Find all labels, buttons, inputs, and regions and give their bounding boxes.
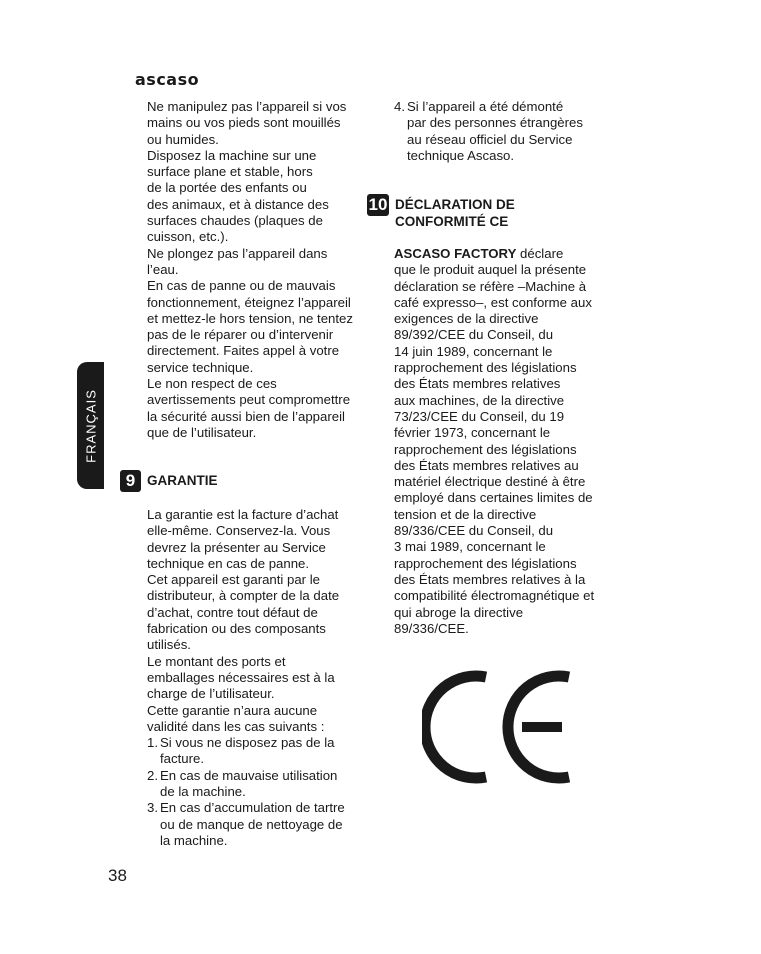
section-10-title-line: DÉCLARATION DE [395,197,515,212]
text-line: Ne manipulez pas l’appareil si vos [147,99,347,114]
list-number: 1. [147,735,158,751]
list-number: 4. [394,99,405,114]
language-tab-label: FRANÇAIS [83,388,98,463]
text-line: elle-même. Conservez-la. Vous [147,523,331,539]
text-fragment: déclare [516,246,564,261]
section-10-number: 10 [367,194,389,216]
text-line: Le non respect de ces [147,376,277,392]
text-line: charge de l’utilisateur. [147,686,275,702]
text-line: et mettez-le hors tension, ne tentez [147,310,353,326]
section-10-heading [367,194,515,230]
text-line: mains ou vos pieds sont mouillés [147,115,341,131]
text-line: surfaces chaudes (plaques de [147,213,323,229]
text-line: que le produit auquel la présente [394,262,587,278]
list-number: 2. [147,767,158,783]
text-line: février 1973, concernant le [394,425,551,441]
text-line: l’eau. [147,261,179,277]
right-list-continuation [394,99,629,164]
text-line: Cet appareil est garanti par le [147,572,321,588]
text-line: directement. Faites appel à votre [147,343,340,359]
text-line: des États membres relatives [394,376,561,392]
text-line: ou de manque de nettoyage de [160,816,343,832]
text-line: validité dans les cas suivants : [147,718,325,734]
text-line: En cas de mauvaise utilisation [160,767,338,783]
text-line: café expresso–, est conforme aux [394,294,592,310]
text-line: ou humides. [147,131,219,147]
text-line: déclaration se réfère –Machine à [394,278,587,294]
text-line: cuisson, etc.). [147,229,229,245]
text-line: utilisés. [147,637,191,653]
text-line: Ne plongez pas l’appareil dans [147,245,328,261]
text-line: 89/392/CEE du Conseil, du [394,327,554,343]
text-line: Disposez la machine sur une [147,147,317,163]
text-line: 73/23/CEE du Conseil, du 19 [394,408,565,424]
text-line: la sécurité aussi bien de l’appareil [147,408,345,424]
text-line: devrez la présenter au Service [147,539,326,555]
company-name: ASCASO FACTORY [394,246,517,261]
list-item [147,800,382,849]
text-line: 89/336/CEE. [394,620,469,636]
text-line: Si l’appareil a été démonté [407,99,564,114]
text-line: de la portée des enfants ou [147,180,307,196]
text-line: En cas d’accumulation de tartre [160,800,345,816]
section-10-title-line: CONFORMITÉ CE [395,213,509,229]
text-line: qui abroge la directive [394,604,524,620]
text-line: d’achat, contre tout défaut de [147,604,318,620]
section-9-heading [120,470,218,492]
text-line: des États membres relatives au [394,457,579,473]
text-line [394,246,629,262]
text-line: Si vous ne disposez pas de la [160,735,335,751]
safety-warnings [147,99,382,441]
page-number: 38 [108,866,127,885]
text-line: des animaux, et à distance des [147,196,329,212]
text-line: avertissements peut compromettre [147,392,351,408]
section-9-body [147,507,382,849]
text-line: au réseau officiel du Service [407,131,573,147]
text-line: employé dans certaines limites de [394,490,593,506]
text-line: de la machine. [160,784,246,800]
text-line: rapprochement des législations [394,360,577,376]
list-item [394,99,629,164]
text-line: rapprochement des législations [394,441,577,457]
text-line: service technique. [147,359,254,375]
text-line: que de l’utilisateur. [147,424,257,440]
brand-logo: ascaso [135,70,200,89]
list-number: 3. [147,800,158,816]
text-line: pas de le réparer ou d’intervenir [147,327,334,343]
text-line: la machine. [160,832,228,848]
text-line: tension et de la directive [394,506,537,522]
text-line: compatibilité électromagnétique et [394,588,595,604]
text-line: technique Ascaso. [407,147,515,163]
text-line: 3 mai 1989, concernant le [394,539,546,555]
text-line: emballages nécessaires est à la [147,669,335,685]
text-line: Le montant des ports et [147,653,286,669]
text-line: matériel électrique destiné à être [394,474,586,490]
text-line: fonctionnement, éteignez l’appareil [147,294,351,310]
language-tab [77,362,104,489]
text-line: exigences de la directive [394,311,539,327]
section-9-number: 9 [120,470,141,492]
section-9-title: GARANTIE [147,473,218,488]
text-line: distributeur, à compter de la date [147,588,340,604]
text-line: En cas de panne ou de mauvais [147,278,336,294]
text-line: surface plane et stable, hors [147,164,313,180]
text-line: facture. [160,751,204,767]
text-line: des États membres relatives à la [394,571,586,587]
ce-mark-icon [422,666,574,788]
list-item [147,735,382,768]
text-line: par des personnes étrangères [407,115,583,131]
text-line: technique en cas de panne. [147,555,310,571]
text-line: Cette garantie n’aura aucune [147,702,318,718]
text-line: 89/336/CEE du Conseil, du [394,523,554,539]
list-item [147,768,382,801]
section-10-body [394,246,629,637]
text-line: aux machines, de la directive [394,392,565,408]
text-line: 14 juin 1989, concernant le [394,343,553,359]
text-line: La garantie est la facture d’achat [147,507,339,522]
text-line: fabrication ou des composants [147,621,326,637]
text-line: rapprochement des législations [394,555,577,571]
